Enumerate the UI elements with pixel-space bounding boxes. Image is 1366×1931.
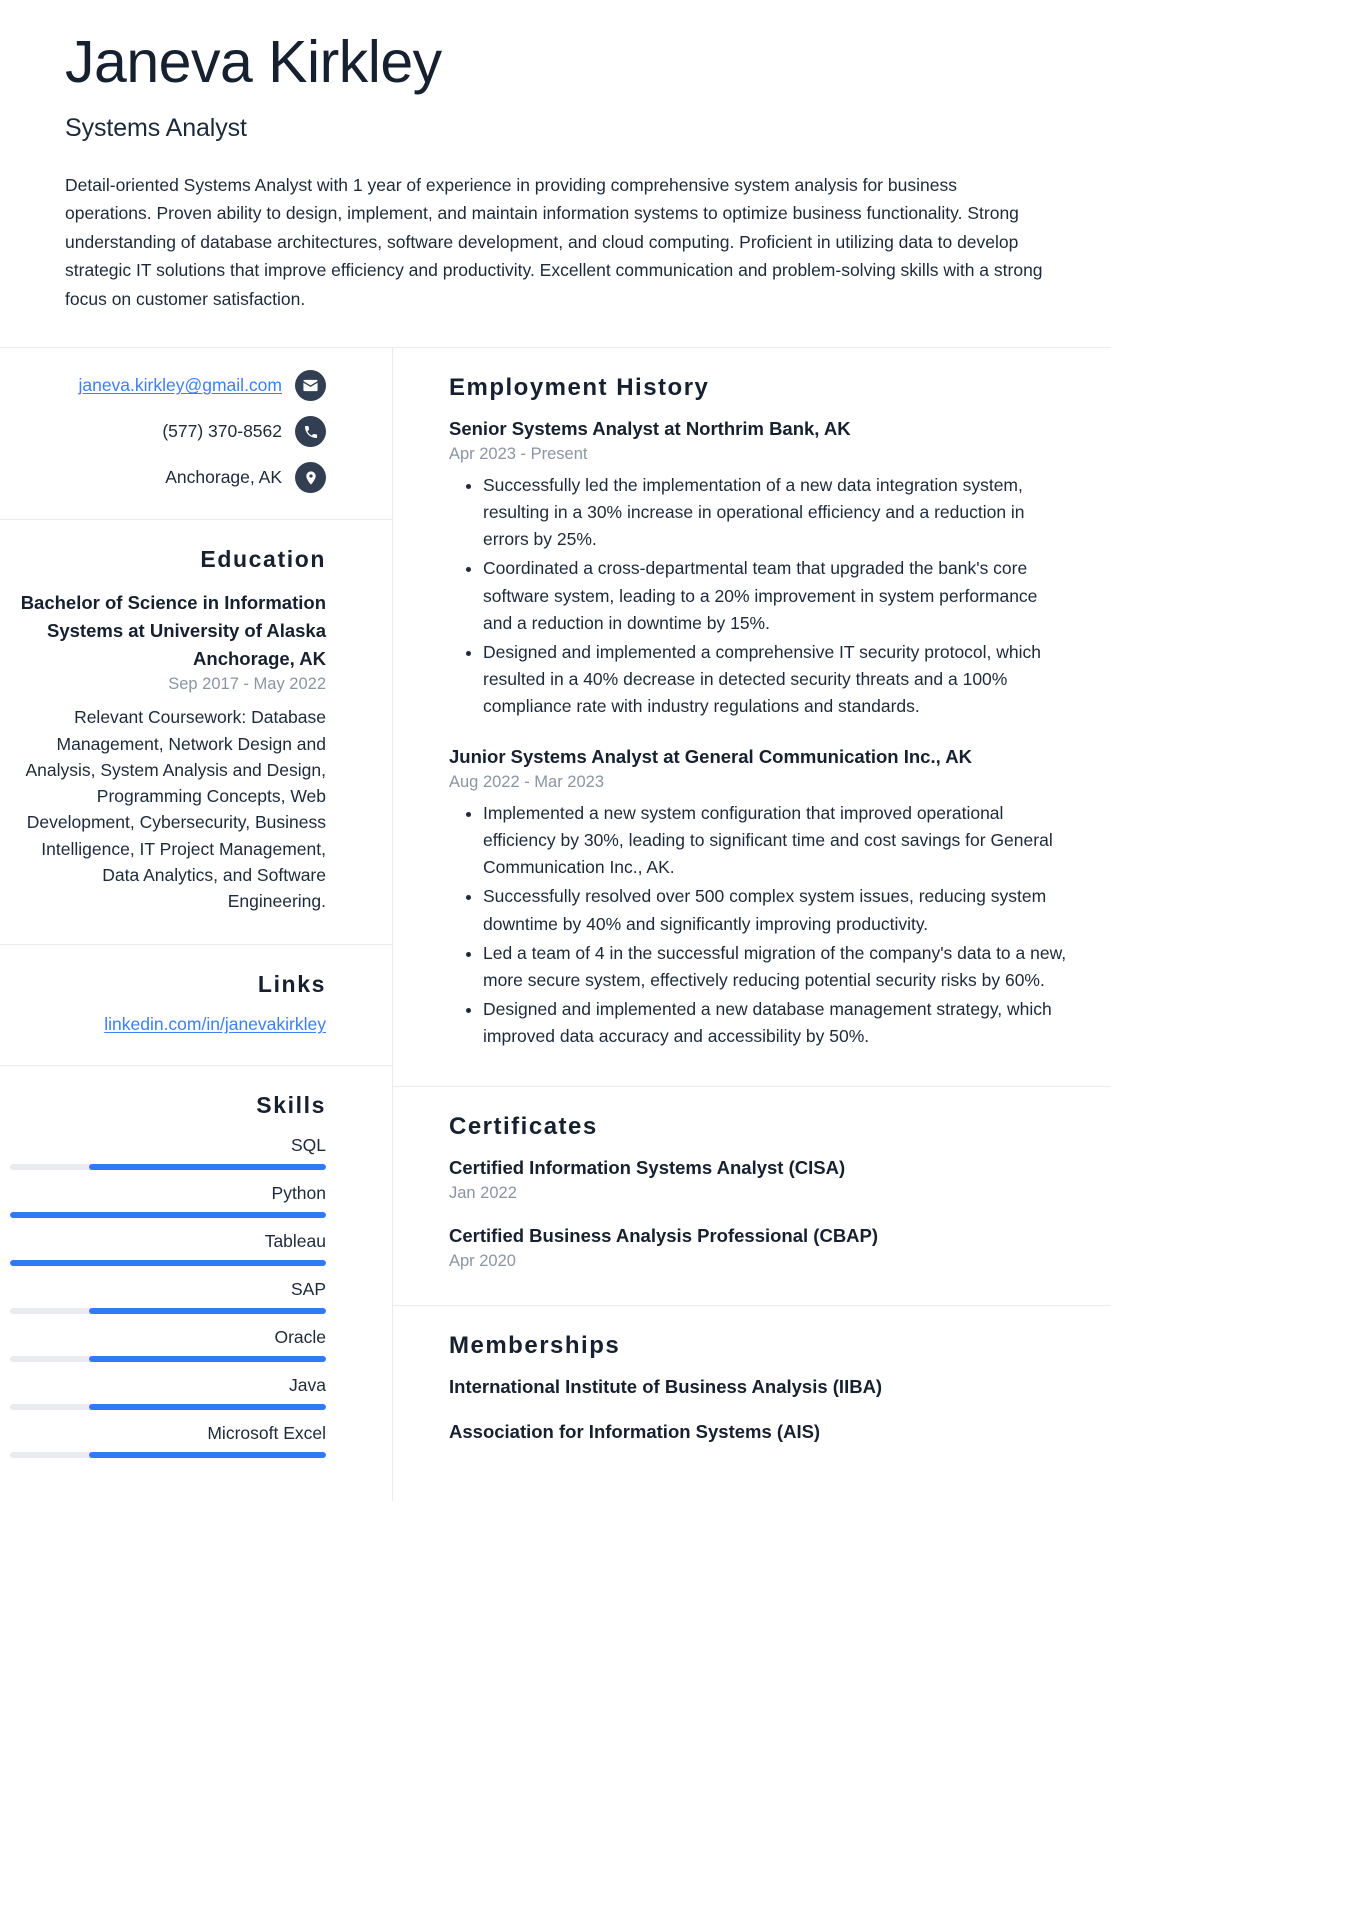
- certificate-date: Jan 2022: [449, 1184, 517, 1203]
- location-text: Anchorage, AK: [165, 467, 282, 488]
- employment-bullets: [449, 800, 1071, 1050]
- skill-name: Java: [289, 1375, 326, 1396]
- map-pin-icon: [295, 462, 326, 493]
- skill-level-bar: [10, 1260, 326, 1266]
- list-item: • Implemented a new system configuration that improved operational efficiency by 30%, leading to significant time and cost savings for General Communication Inc., AK.: [483, 800, 1071, 881]
- certificate-title: Certified Information Systems Analyst (CISA): [449, 1157, 846, 1179]
- skill-item: [10, 1375, 326, 1410]
- skill-level-fill: [89, 1404, 326, 1410]
- employment-entry: [449, 744, 1071, 1050]
- certificate-entry: [449, 1155, 1071, 1203]
- list-item: • Successfully resolved over 500 complex system issues, reducing system downtime by 40% and significantly improving productivity.: [483, 883, 1071, 937]
- list-item: • Designed and implemented a comprehensive IT security protocol, which resulted in a 40% decrease in detected security threats and a 100% compliance rate with industry regulations and standards.: [483, 639, 1071, 720]
- list-item: • Led a team of 4 in the successful migration of the company's data to a new, more secure system, effectively reducing potential security risks by 60%.: [483, 940, 1071, 994]
- skill-name: SQL: [290, 1135, 326, 1156]
- envelope-icon: [295, 370, 326, 401]
- education-heading: Education: [200, 546, 326, 573]
- skill-name: Python: [271, 1183, 326, 1204]
- contact-row-location: [10, 462, 326, 493]
- employment-date: Apr 2023 - Present: [449, 445, 588, 464]
- skill-item: [10, 1327, 326, 1362]
- contact-row-phone: [10, 416, 326, 447]
- skill-level-fill: [10, 1212, 326, 1218]
- education-date: Sep 2017 - May 2022: [168, 675, 326, 694]
- phone-icon: [295, 416, 326, 447]
- phone-number: (577) 370-8562: [162, 421, 282, 442]
- skill-level-fill: [89, 1308, 326, 1314]
- certificate-entry: [449, 1223, 1071, 1271]
- education-description: Relevant Coursework: Database Management, Network Design and Analysis, System Analysis and Design, Programming Concepts, Web Development, Cybersecurity, Business Intelligence, IT Project Management, Data Analytics, and Software Engineering.: [25, 707, 326, 912]
- skill-level-bar: [10, 1164, 326, 1170]
- contact-block: [0, 348, 392, 520]
- membership-item: Association for Information Systems (AIS): [449, 1420, 821, 1442]
- skill-level-bar: [10, 1404, 326, 1410]
- list-item: • Successfully led the implementation of a new data integration system, resulting in a 30% increase in operational efficiency and a reduction in errors by 25%.: [483, 472, 1071, 553]
- certificates-heading: Certificates: [449, 1113, 598, 1141]
- link-item[interactable]: linkedin.com/in/janevakirkley: [104, 1014, 326, 1035]
- skill-level-fill: [89, 1164, 326, 1170]
- education-block: [0, 520, 392, 945]
- skill-item: [10, 1135, 326, 1170]
- employment-entry: [449, 416, 1071, 720]
- skill-item: [10, 1231, 326, 1266]
- contact-row-email[interactable]: [10, 370, 326, 401]
- employment-list: [449, 416, 1071, 1050]
- links-heading: Links: [257, 971, 326, 998]
- skills-list: [10, 1135, 326, 1458]
- skill-level-bar: [10, 1212, 326, 1218]
- list-item: • Coordinated a cross-departmental team that upgraded the bank's core software system, leading to a 20% improvement in system performance and a reduction in downtime by 15%.: [483, 555, 1071, 636]
- email-link[interactable]: janeva.kirkley@gmail.com: [78, 375, 282, 396]
- resume-header: [0, 0, 1111, 347]
- list-item: • Designed and implemented a new database management strategy, which improved data accuracy and accessibility by 50%.: [483, 996, 1071, 1050]
- memberships-list: [449, 1374, 1071, 1445]
- skill-level-fill: [89, 1452, 326, 1458]
- employment-role: Junior Systems Analyst at General Communication Inc., AK: [449, 746, 972, 768]
- professional-summary: Detail-oriented Systems Analyst with 1 year of experience in providing comprehensive system analysis for business operations. Proven ability to design, implement, and maintain information systems to optimize business functionality. Strong understanding of database architectures, software development, and cloud computing. Proficient in utilizing data to develop strategic IT solutions that improve efficiency and productivity. Excellent communication and problem-solving skills with a strong focus on customer satisfaction.: [65, 174, 1043, 309]
- skills-block: [0, 1066, 392, 1501]
- skill-name: SAP: [290, 1279, 326, 1300]
- skill-name: Microsoft Excel: [207, 1423, 326, 1444]
- memberships-heading: Memberships: [449, 1332, 621, 1359]
- employment-date: Aug 2022 - Mar 2023: [449, 773, 605, 792]
- links-block: [0, 945, 392, 1066]
- skill-level-bar: [10, 1356, 326, 1362]
- membership-item: International Institute of Business Analysis (IIBA): [449, 1376, 883, 1397]
- employment-block: [393, 348, 1111, 1087]
- skill-level-bar: [10, 1308, 326, 1314]
- page-title: Janeva Kirkley: [65, 29, 442, 95]
- sidebar: [0, 348, 393, 1501]
- certificates-list: [449, 1155, 1071, 1271]
- employment-heading: Employment History: [449, 374, 710, 402]
- skill-item: [10, 1183, 326, 1218]
- employment-bullets: [449, 472, 1071, 720]
- skill-name: Oracle: [274, 1327, 326, 1348]
- main-column: [393, 348, 1111, 1501]
- skill-item: [10, 1279, 326, 1314]
- skill-item: [10, 1423, 326, 1458]
- certificate-date: Apr 2020: [449, 1252, 516, 1270]
- employment-role: Senior Systems Analyst at Northrim Bank, AK: [449, 418, 851, 440]
- education-degree: Bachelor of Science in Information Systems at University of Alaska Anchorage, AK: [20, 592, 326, 669]
- resume-body: [0, 347, 1111, 1501]
- skill-level-bar: [10, 1452, 326, 1458]
- skill-level-fill: [10, 1260, 326, 1266]
- certificate-title: Certified Business Analysis Professional (CBAP): [449, 1225, 879, 1247]
- skills-heading: Skills: [256, 1092, 326, 1119]
- certificates-block: [393, 1087, 1111, 1306]
- memberships-block: [393, 1306, 1111, 1479]
- skill-level-fill: [89, 1356, 326, 1362]
- skill-name: Tableau: [264, 1231, 326, 1252]
- job-title: Systems Analyst: [65, 113, 247, 142]
